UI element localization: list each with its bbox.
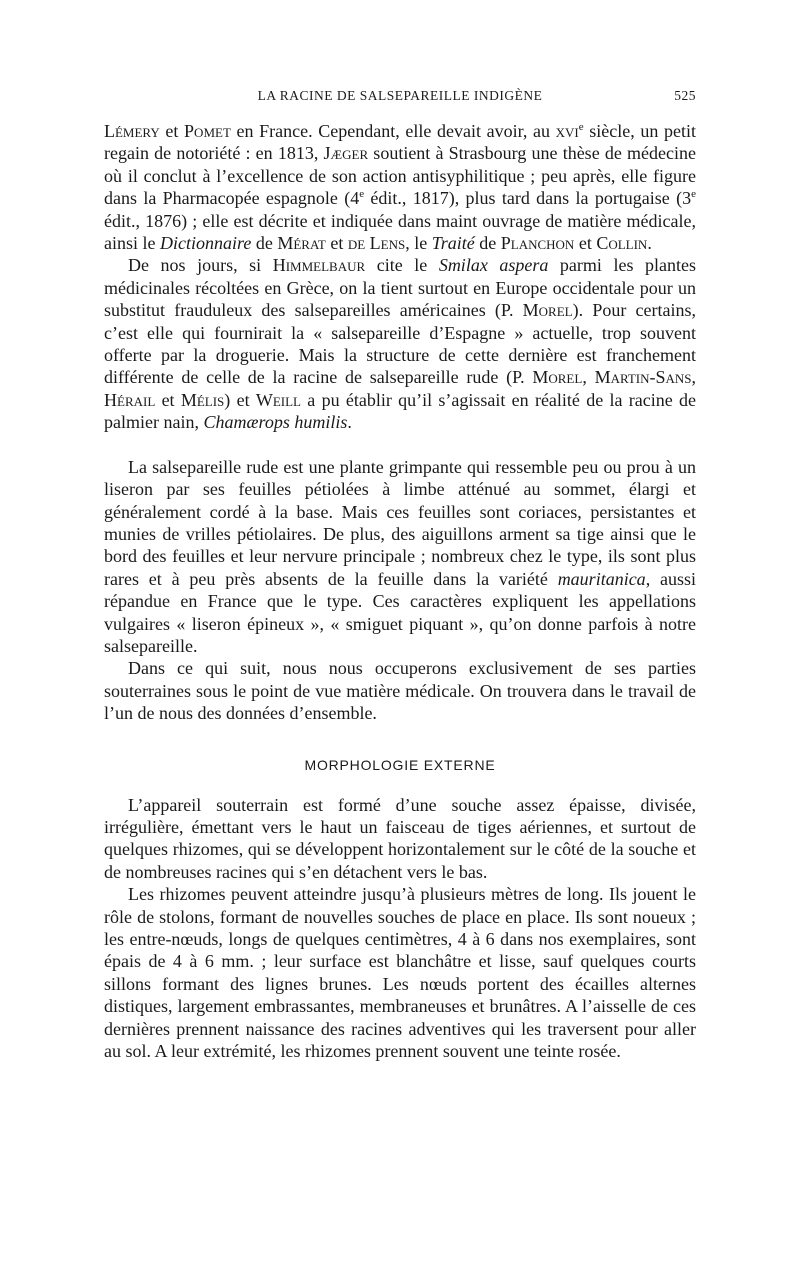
author-name: Hérail bbox=[104, 389, 156, 410]
paragraph: Dans ce qui suit, nous nous occuperons exclusivement de ses parties souterraines sous le point de vue matière médicale. On trouvera dans le travail de l’un de nous des données d’ensemble. bbox=[104, 658, 696, 724]
paragraph: De nos jours, si Himmelbaur cite le Smilax aspera parmi les plantes médicinales récoltées en Grèce, on la tient surtout en Europe occidentale pour un substitut frauduleux des salsepareilles américaines (P. Morel). Pour certains, c’est elle qui fournirait la « salsepareille d’Espagne » actuelle, trop souvent offerte par la droguerie. Mais la structure de cette dernière est franchement différente de celle de la racine de salsepareille rude (P. Morel, Martin-Sans, Hérail et Mélis) et Weill a pu établir qu’il s’agissait en réalité de la racine de palmier nain, Chamærops humilis. bbox=[104, 255, 697, 433]
running-head-title: LA RACINE DE SALSEPAREILLE INDIGÈNE bbox=[257, 88, 543, 103]
author-name: Lémery bbox=[104, 121, 160, 141]
page-number: 525 bbox=[674, 88, 696, 103]
author-name: Morel bbox=[522, 300, 573, 321]
author-name: Pomet bbox=[184, 121, 231, 141]
italic-term: Dictionnaire bbox=[160, 233, 252, 254]
superscript: e bbox=[359, 188, 365, 201]
author-name: xvi bbox=[555, 121, 579, 141]
author-name: Jæger bbox=[323, 143, 369, 164]
italic-term: Chamærops humilis bbox=[203, 412, 348, 433]
author-name: Morel bbox=[532, 367, 583, 388]
superscript: e bbox=[691, 188, 697, 201]
author-name: Weill bbox=[255, 389, 302, 410]
author-name: Mérat bbox=[277, 233, 326, 254]
author-name: Collin bbox=[596, 233, 648, 254]
italic-term: mauritanica bbox=[557, 568, 646, 589]
paragraph: La salsepareille rude est une plante grimpante qui ressemble peu ou prou à un liseron par ses feuilles pétiolées à limbe atténué au sommet, élargi et généralement cordé à la base. Mais ces feuilles sont coriaces, persistantes et munies de vrilles pétiolaires. De plus, des aiguillons arment sa tige ainsi que le bord des feuilles et leur nervure principale ; nombreux chez le type, ils sont plus rares et à peu près absents de la feuille dans la variété mauritanica, aussi répandue en France que le type. Ces caractères expliquent les appellations vulgaires « liseron épineux », « smiguet piquant », qu’on donne parfois à notre salsepareille. bbox=[104, 456, 697, 656]
section-body-text bbox=[104, 794, 696, 1063]
author-name: Planchon bbox=[500, 233, 575, 254]
italic-term: Traité bbox=[431, 233, 475, 254]
author-name: Himmelbaur bbox=[272, 255, 366, 276]
author-name: Mélis bbox=[180, 389, 225, 410]
section-heading: MORPHOLOGIE EXTERNE bbox=[304, 756, 496, 773]
running-head bbox=[104, 88, 696, 110]
body-text bbox=[104, 120, 696, 725]
book-page bbox=[104, 88, 696, 1062]
author-name: Martin-Sans bbox=[594, 367, 692, 388]
paragraph: L’appareil souterrain est formé d’une souche assez épaisse, divisée, irrégulière, émettant vers le haut un faisceau de tiges aériennes, et surtout de quelques rhizomes, qui se développent horizontalement sur le côté de la souche et de nombreuses racines qui s’en détachent vers le bas. bbox=[104, 794, 696, 882]
paragraph: Lémery et Pomet en France. Cependant, elle devait avoir, au xvi$^e$ siècle, un petit regain de notoriété : en 1813, Jæger soutient à Strasbourg une thèse de médecine où il conclut à l’excellence de son action antisyphilitique ; peu après, elle figure dans la Pharmacopée espagnole (4e édit., 1817), plus tard dans la portugaise (3e édit., 1876) ; elle est décrite et indiquée dans maint ouvrage de matière médicale, ainsi le Dictionnaire de Mérat et de Lens, le Traité de Planchon et Collin. bbox=[104, 121, 697, 254]
paragraph: Les rhizomes peuvent atteindre jusqu’à plusieurs mètres de long. Ils jouent le rôle de stolons, formant de nouvelles souches de place en place. Ils sont noueux ; les entre-nœuds, longs de quelques centimètres, 4 à 6 dans nos exemplaires, sont épais de 4 à 6 mm. ; leur surface est blanchâtre et lisse, sauf quelques courts sillons formant des lignes brunes. Les nœuds portent des écailles alternes distiques, largement embrassantes, membraneuses et brunâtres. A l’aisselle de ces dernières prennent naissance des racines adventives qui les traversent pour aller au sol. A leur extrémité, les rhizomes prennent souvent une teinte rosée. bbox=[104, 884, 696, 1062]
superscript: e bbox=[578, 121, 584, 133]
italic-term: Smilax aspera bbox=[438, 255, 549, 276]
author-name: de Lens bbox=[347, 233, 406, 254]
